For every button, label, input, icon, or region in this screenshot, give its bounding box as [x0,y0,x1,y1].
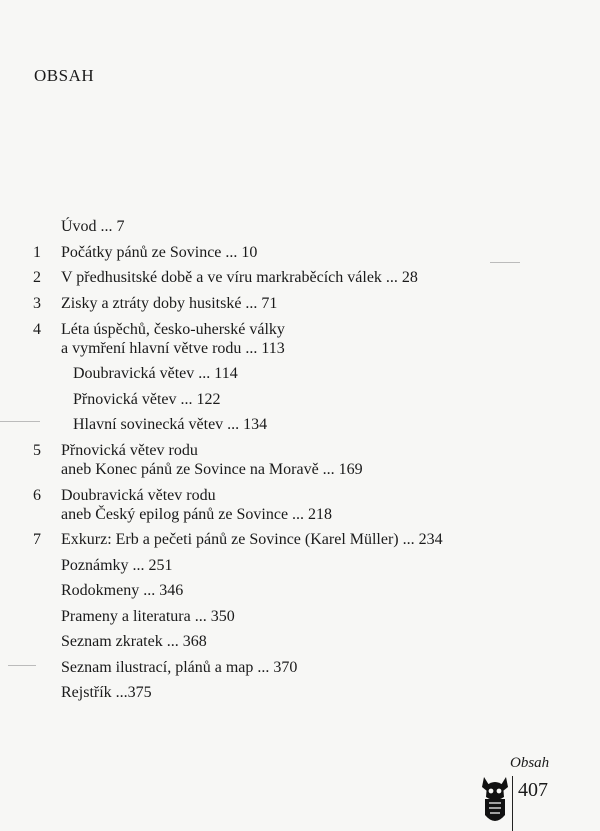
toc-entry-rejstrik: Rejstřík ...375 [61,684,152,701]
toc-entry-chapter-5-line-1: Přnovická větev rodu [61,442,198,459]
toc-subentry-prnovicka: Přnovická větev ... 122 [73,391,221,408]
page-title: OBSAH [34,66,95,85]
toc-entry-ilustrace: Seznam ilustrací, plánů a map ... 370 [61,659,298,676]
toc-entry-chapter-6-line-1: Doubravická větev rodu [61,487,216,504]
toc-entry-rodokmeny: Rodokmeny ... 346 [61,582,184,599]
toc-entry-chapter-5-line-2: aneb Konec pánů ze Sovince na Moravě ... 169 [61,461,363,478]
toc-entry-number: 1 [33,244,41,261]
footer-divider [512,776,513,831]
toc-entry-zkratky: Seznam zkratek ... 368 [61,633,207,650]
scan-smudge [0,421,40,422]
toc-entry-number: 7 [33,531,41,548]
toc-entry-number: 6 [33,487,41,504]
toc-entry-chapter-7: Exkurz: Erb a pečeti pánů ze Sovince (Karel Müller) ... 234 [61,531,443,548]
toc-entry-number: 2 [33,269,41,286]
toc-entry-chapter-4-line-1: Léta úspěchů, česko-uherské války [61,321,285,338]
toc-entry-chapter-2: V předhusitské době a ve víru markraběcích válek ... 28 [61,269,418,286]
owl-crest-icon [479,771,511,831]
scan-smudge [490,262,520,263]
toc-entry-chapter-3: Zisky a ztráty doby husitské ... 71 [61,295,278,312]
toc-entry-chapter-4-line-2: a vymření hlavní větve rodu ... 113 [61,340,285,357]
toc-subentry-sovinecka: Hlavní sovinecká větev ... 134 [73,416,268,433]
toc-entry-poznamky: Poznámky ... 251 [61,557,173,574]
toc-entry-number: 4 [33,321,41,338]
footer-section-label: Obsah [510,755,550,771]
scan-smudge [8,665,36,666]
toc-entry-prameny: Prameny a literatura ... 350 [61,608,235,625]
toc-entry-uvod: Úvod ... 7 [61,218,125,235]
page-number: 407 [518,779,548,801]
toc-entry-chapter-6-line-2: aneb Český epilog pánů ze Sovince ... 218 [61,506,333,523]
toc-entry-number: 5 [33,442,41,459]
toc-entry-chapter-1: Počátky pánů ze Sovince ... 10 [61,244,258,261]
toc-subentry-doubravicka: Doubravická větev ... 114 [73,365,238,382]
toc-entry-number: 3 [33,295,41,312]
